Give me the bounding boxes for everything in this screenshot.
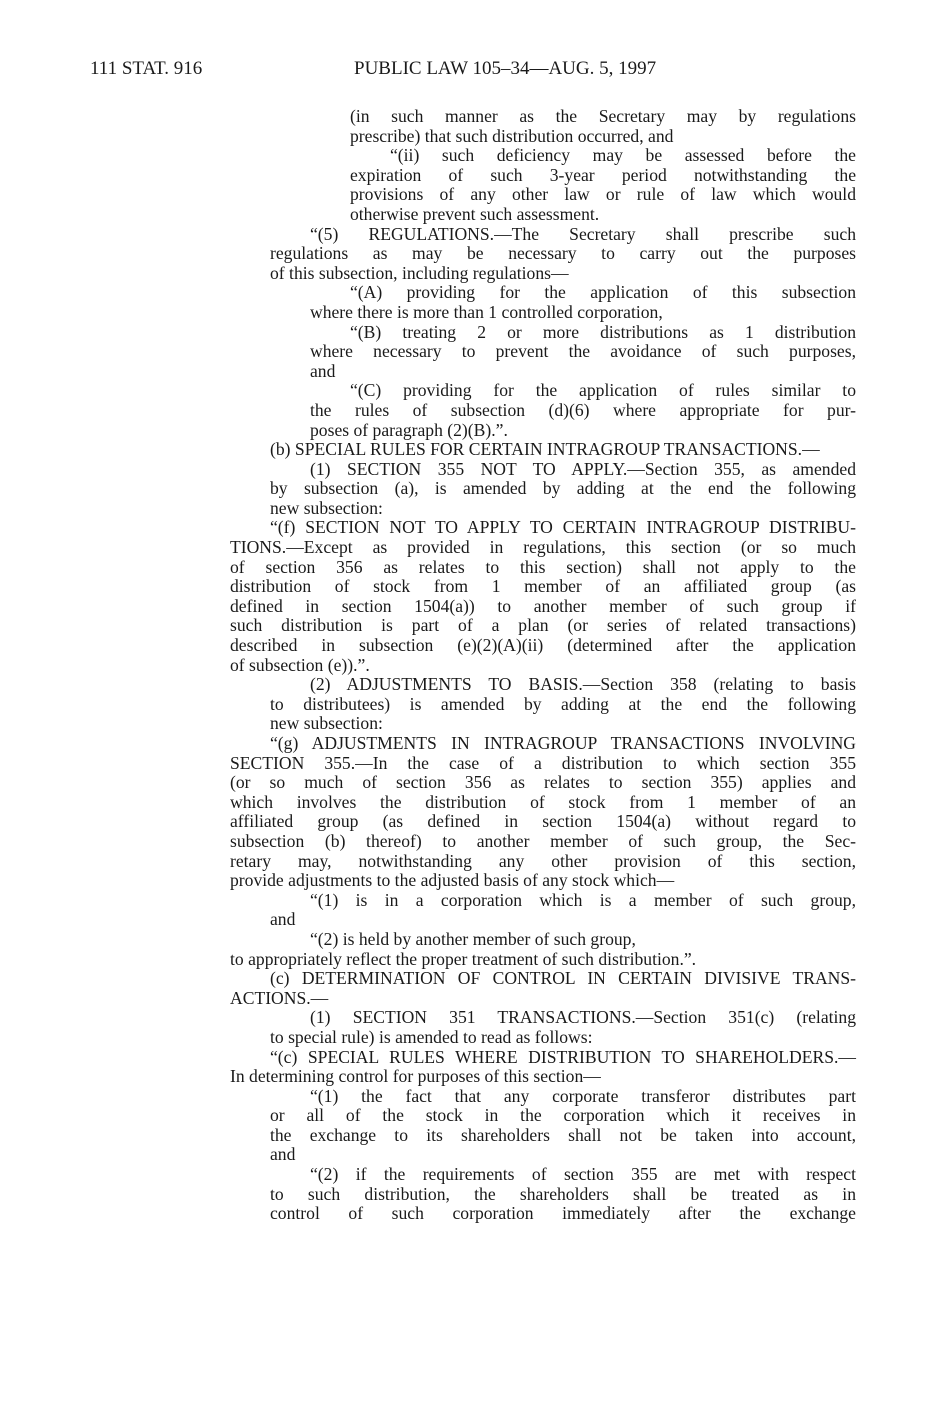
text-line: defined in section 1504(a)) to another member of such group if [230, 595, 856, 616]
text-line: poses of paragraph (2)(B).”. [310, 419, 508, 440]
text-line: (1) SECTION 351 TRANSACTIONS.—Section 351(c) (relating [310, 1007, 856, 1028]
text-line: expiration of such 3-year period notwithstanding the [350, 164, 856, 185]
text-line: affiliated group (as defined in section 1504(a) without regard to [230, 811, 856, 832]
text-line: ACTIONS.— [230, 987, 329, 1008]
text-line: (1) SECTION 355 NOT TO APPLY.—Section 355, as amended [310, 458, 856, 479]
text-line: control of such corporation immediately after the exchange [270, 1203, 856, 1224]
text-line: retary may, notwithstanding any other provision of this section, [230, 850, 856, 871]
text-line: TIONS.—Except as provided in regulations, this section (or so much [230, 537, 856, 558]
text-line: and [270, 909, 296, 930]
text-line: by subsection (a), is amended by adding at the end the following [270, 478, 856, 499]
text-line: and [310, 360, 336, 381]
text-line: “(2) is held by another member of such group, [310, 928, 636, 949]
text-line: to distributees) is amended by adding at the end the following [270, 693, 856, 714]
text-line: of section 356 as relates to this section) shall not apply to the [230, 556, 856, 577]
text-line: subsection (b) thereof) to another member of such group, the Sec- [230, 830, 856, 851]
text-line: which involves the distribution of stock from 1 member of an [230, 791, 856, 812]
text-line: the rules of subsection (d)(6) where appropriate for pur- [310, 399, 856, 420]
statute-citation: 111 STAT. 916 [90, 58, 203, 79]
text-line: (in such manner as the Secretary may by regulations [350, 106, 856, 126]
text-line: (2) ADJUSTMENTS TO BASIS.—Section 358 (relating to basis [310, 674, 856, 695]
text-line: “(5) REGULATIONS.—The Secretary shall prescribe such [310, 223, 856, 244]
text-line: new subsection: [270, 713, 383, 734]
text-line: where there is more than 1 controlled corporation, [310, 301, 663, 322]
text-line: In determining control for purposes of this section— [230, 1066, 601, 1087]
text-line: “(B) treating 2 or more distributions as 1 distribution [350, 321, 856, 342]
text-line: “(1) is in a corporation which is a member of such group, [310, 889, 856, 910]
text-line: “(ii) such deficiency may be assessed before the [390, 145, 856, 166]
text-line: to appropriately reflect the proper treatment of such distribution.”. [230, 948, 697, 969]
text-line: of this subsection, including regulations— [270, 262, 569, 283]
running-head: PUBLIC LAW 105–34—AUG. 5, 1997 [354, 58, 657, 79]
body-text [230, 107, 856, 1224]
text-line: “(g) ADJUSTMENTS IN INTRAGROUP TRANSACTIONS INVOLVING [270, 733, 856, 753]
text-line: SECTION 355.—In the case of a distribution to which section 355 [230, 752, 856, 773]
text-line: to special rule) is amended to read as follows: [270, 1026, 593, 1047]
text-line: new subsection: [270, 497, 383, 518]
text-line: distribution of stock from 1 member of an affiliated group (as [230, 576, 856, 597]
text-line: where necessary to prevent the avoidance of such purposes, [310, 341, 856, 362]
text-line: of subsection (e)).”. [230, 654, 370, 675]
text-line: or all of the stock in the corporation which it receives in [270, 1105, 856, 1126]
text-line: “(1) the fact that any corporate transferor distributes part [310, 1085, 856, 1106]
text-line: the exchange to its shareholders shall not be taken into account, [270, 1124, 856, 1145]
text-line: “(C) providing for the application of rules similar to [350, 380, 856, 401]
text-line: otherwise prevent such assessment. [350, 203, 600, 224]
text-line: “(A) providing for the application of this subsection [350, 282, 856, 303]
text-line: (or so much of section 356 as relates to section 355) applies and [230, 772, 856, 793]
text-line: prescribe) that such distribution occurred, and [350, 125, 674, 146]
text-line: provide adjustments to the adjusted basis of any stock which— [230, 870, 675, 891]
text-line: “(f) SECTION NOT TO APPLY TO CERTAIN INTRAGROUP DISTRIBU- [270, 517, 856, 538]
text-line: and [270, 1144, 296, 1165]
text-line: to such distribution, the shareholders shall be treated as in [270, 1183, 856, 1204]
text-line: regulations as may be necessary to carry out the purposes [270, 243, 856, 264]
text-line: (c) DETERMINATION OF CONTROL IN CERTAIN DIVISIVE TRANS- [270, 968, 856, 989]
text-line: provisions of any other law or rule of law which would [350, 184, 856, 205]
page-header [0, 58, 950, 84]
text-line: described in subsection (e)(2)(A)(ii) (determined after the application [230, 635, 856, 656]
text-line: “(c) SPECIAL RULES WHERE DISTRIBUTION TO SHAREHOLDERS.— [270, 1046, 856, 1067]
text-line: (b) SPECIAL RULES FOR CERTAIN INTRAGROUP TRANSACTIONS.— [270, 439, 820, 460]
text-line: such distribution is part of a plan (or series of related transactions) [230, 615, 856, 636]
text-line: “(2) if the requirements of section 355 are met with respect [310, 1164, 856, 1185]
